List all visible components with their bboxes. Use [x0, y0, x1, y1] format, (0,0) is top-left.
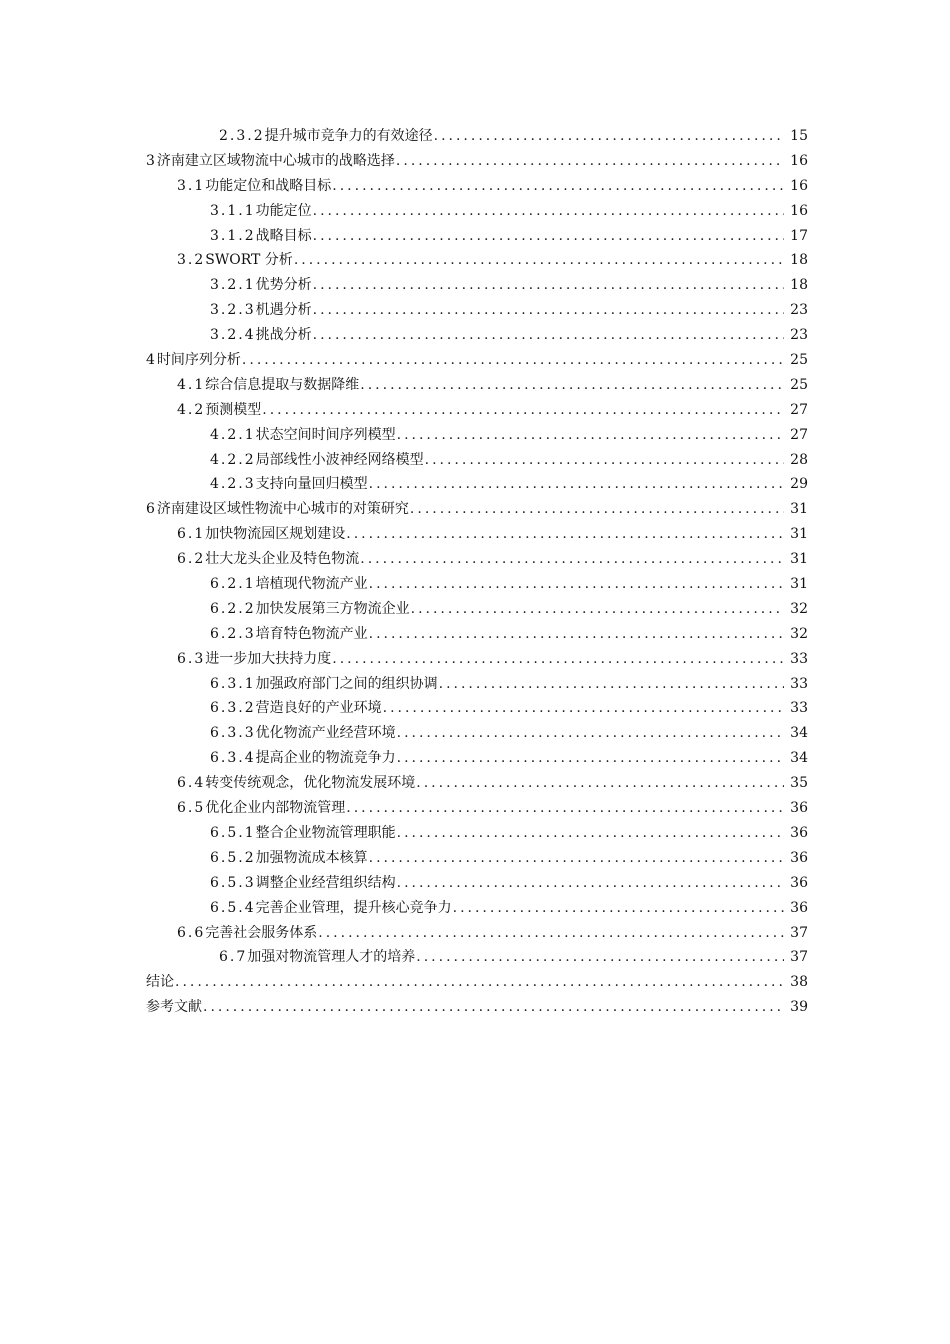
toc-entry[interactable] — [146, 398, 808, 423]
toc-dot-leader — [313, 273, 784, 298]
toc-dot-leader — [439, 672, 784, 697]
toc-page-number: 36 — [790, 849, 808, 866]
toc-entry-number: 6.3.4 — [210, 750, 256, 767]
toc-entry-title: 优化物流产业经营环境 — [255, 725, 396, 742]
toc-entry-title: 预测模型 — [205, 401, 262, 418]
toc-page-number: 34 — [790, 725, 808, 742]
toc-entry[interactable] — [146, 672, 808, 697]
toc-dot-leader — [411, 597, 784, 622]
toc-dot-leader — [318, 921, 784, 946]
toc-dot-leader — [203, 995, 784, 1020]
toc-page-number: 23 — [790, 327, 808, 344]
toc-entry-number: 6.5 — [177, 800, 206, 817]
toc-entry-number: 4.2.1 — [210, 426, 256, 443]
toc-page-number: 25 — [790, 376, 808, 393]
toc-entry[interactable] — [146, 921, 808, 946]
toc-entry-title: 综合信息提取与数据降维 — [205, 376, 360, 393]
toc-entry-number: 4.1 — [177, 376, 206, 393]
toc-entry-title: 营造良好的产业环境 — [255, 700, 382, 717]
toc-entry-title: 支持向量回归模型 — [255, 476, 368, 493]
toc-entry-number: 6.3.2 — [210, 700, 256, 717]
toc-page-number: 16 — [790, 152, 808, 169]
toc-dot-leader — [346, 796, 784, 821]
toc-entry-number: 6.3 — [177, 650, 206, 667]
toc-entry[interactable] — [146, 248, 808, 273]
toc-page-number: 37 — [790, 949, 808, 966]
toc-entry-title: 转变传统观念，优化物流发展环境 — [205, 775, 416, 792]
toc-dot-leader — [397, 746, 784, 771]
toc-entry[interactable] — [146, 647, 808, 672]
toc-entry-title: 提高企业的物流竞争力 — [255, 750, 396, 767]
toc-dot-leader — [396, 149, 784, 174]
toc-dot-leader — [369, 622, 784, 647]
toc-entry-number: 6.4 — [177, 775, 206, 792]
toc-entry[interactable] — [146, 472, 808, 497]
toc-entry-title: 参考文献 — [146, 999, 202, 1016]
toc-entry[interactable] — [146, 522, 808, 547]
toc-dot-leader — [360, 547, 784, 572]
toc-dot-leader — [332, 647, 784, 672]
toc-entry-number: 3.2 — [177, 252, 206, 269]
toc-entry[interactable] — [146, 846, 808, 871]
toc-entry[interactable] — [146, 597, 808, 622]
toc-page-number: 33 — [790, 675, 808, 692]
toc-entry-number: 3.2.4 — [210, 327, 256, 344]
toc-entry[interactable] — [146, 547, 808, 572]
toc-entry[interactable] — [146, 746, 808, 771]
toc-entry-title: SWORT 分析 — [205, 252, 293, 269]
toc-entry[interactable] — [146, 572, 808, 597]
toc-entry[interactable] — [146, 796, 808, 821]
toc-entry-title: 战略目标 — [255, 227, 312, 244]
toc-dot-leader — [313, 199, 784, 224]
toc-entry-title: 结论 — [146, 974, 174, 991]
toc-page-number: 35 — [790, 775, 808, 792]
toc-entry[interactable] — [146, 871, 808, 896]
toc-page-number: 34 — [790, 750, 808, 767]
toc-dot-leader — [453, 896, 784, 921]
toc-entry-number: 6.5.3 — [210, 874, 256, 891]
toc-dot-leader — [416, 771, 784, 796]
toc-page-number: 36 — [790, 899, 808, 916]
toc-dot-leader — [383, 696, 784, 721]
toc-entry-title: 调整企业经营组织结构 — [255, 874, 396, 891]
toc-entry[interactable] — [146, 373, 808, 398]
toc-entry-number: 6.5.4 — [210, 899, 256, 916]
toc-entry[interactable] — [146, 174, 808, 199]
table-of-contents — [146, 124, 808, 1020]
toc-entry-number: 4.2.2 — [210, 451, 256, 468]
toc-page-number: 38 — [790, 974, 808, 991]
toc-entry-title: 时间序列分析 — [156, 352, 241, 369]
toc-entry-title: 完善社会服务体系 — [205, 924, 318, 941]
toc-entry-number: 3.2.1 — [210, 277, 256, 294]
toc-page-number: 32 — [790, 600, 808, 617]
toc-entry-title: 提升城市竞争力的有效途径 — [264, 128, 433, 144]
toc-entry-title: 加强政府部门之间的组织协调 — [255, 675, 438, 692]
toc-page-number: 25 — [790, 352, 808, 369]
toc-entry-number: 2.3.2 — [219, 128, 265, 144]
toc-page-number: 16 — [790, 177, 808, 194]
toc-entry[interactable] — [146, 224, 808, 249]
toc-page-number: 33 — [790, 700, 808, 717]
toc-entry-number: 6.5.1 — [210, 824, 256, 841]
toc-entry-number: 3.2.3 — [210, 302, 256, 319]
toc-dot-leader — [369, 846, 784, 871]
toc-entry[interactable] — [146, 771, 808, 796]
toc-entry-number: 6.2.3 — [210, 625, 256, 642]
toc-dot-leader — [360, 373, 784, 398]
toc-entry[interactable] — [146, 273, 808, 298]
toc-entry-number: 4 — [146, 352, 157, 369]
toc-entry[interactable] — [146, 298, 808, 323]
toc-dot-leader — [332, 174, 784, 199]
toc-page-number: 36 — [790, 874, 808, 891]
toc-entry-number: 6.2.2 — [210, 600, 256, 617]
toc-page-number: 17 — [790, 227, 808, 244]
toc-entry[interactable] — [146, 199, 808, 224]
toc-page-number: 31 — [790, 501, 808, 518]
toc-dot-leader — [346, 522, 784, 547]
toc-entry-title: 培植现代物流产业 — [255, 576, 368, 593]
toc-page-number: 31 — [790, 551, 808, 568]
toc-entry-title: 完善企业管理，提升核心竞争力 — [255, 899, 452, 916]
toc-page-number: 15 — [790, 128, 808, 144]
toc-page-number: 18 — [790, 277, 808, 294]
toc-entry-title: 局部线性小波神经网络模型 — [255, 451, 424, 468]
toc-page-number: 16 — [790, 202, 808, 219]
toc-entry[interactable] — [146, 124, 808, 149]
toc-entry-number: 4.2.3 — [210, 476, 256, 493]
toc-page-number: 27 — [790, 426, 808, 443]
toc-entry-title: 培育特色物流产业 — [255, 625, 368, 642]
toc-entry[interactable] — [146, 896, 808, 921]
toc-entry-number: 3.1.1 — [210, 202, 256, 219]
toc-entry[interactable] — [146, 448, 808, 473]
toc-dot-leader — [416, 945, 784, 970]
toc-page-number: 31 — [790, 576, 808, 593]
toc-dot-leader — [397, 423, 784, 448]
toc-dot-leader — [175, 970, 784, 995]
toc-page-number: 29 — [790, 476, 808, 493]
toc-page-number: 36 — [790, 824, 808, 841]
toc-dot-leader — [397, 721, 784, 746]
toc-dot-leader — [313, 224, 784, 249]
toc-entry[interactable] — [146, 497, 808, 522]
toc-entry[interactable] — [146, 149, 808, 174]
toc-dot-leader — [397, 821, 784, 846]
toc-page-number: 36 — [790, 800, 808, 817]
toc-entry-title: 挑战分析 — [255, 327, 312, 344]
toc-entry-number: 6.3.3 — [210, 725, 256, 742]
toc-page-number: 39 — [790, 999, 808, 1016]
toc-entry-number: 6.3.1 — [210, 675, 256, 692]
toc-entry[interactable] — [146, 696, 808, 721]
toc-entry-number: 6.1 — [177, 526, 206, 543]
toc-entry-title: 功能定位 — [255, 202, 312, 219]
toc-entry-number: 4.2 — [177, 401, 206, 418]
toc-dot-leader — [369, 472, 784, 497]
toc-page-number: 28 — [790, 451, 808, 468]
toc-entry-title: 机遇分析 — [255, 302, 312, 319]
toc-entry-title: 整合企业物流管理职能 — [255, 824, 396, 841]
toc-entry-number: 6 — [146, 501, 157, 518]
toc-page-number: 31 — [790, 526, 808, 543]
toc-entry-title: 加强对物流管理人才的培养 — [247, 949, 416, 966]
toc-dot-leader — [242, 348, 784, 373]
toc-entry[interactable] — [146, 423, 808, 448]
toc-dot-leader — [262, 398, 784, 423]
toc-entry-title: 济南建设区域性物流中心城市的对策研究 — [156, 501, 409, 518]
toc-entry[interactable] — [146, 622, 808, 647]
toc-entry-number: 6.7 — [219, 949, 248, 966]
toc-entry-title: 进一步加大扶持力度 — [205, 650, 332, 667]
toc-page-number: 23 — [790, 302, 808, 319]
toc-entry-number: 6.2.1 — [210, 576, 256, 593]
toc-entry-title: 优化企业内部物流管理 — [205, 800, 346, 817]
toc-entry-title: 加快物流园区规划建设 — [205, 526, 346, 543]
toc-dot-leader — [313, 298, 784, 323]
toc-entry-title: 状态空间时间序列模型 — [255, 426, 396, 443]
toc-entry-number: 6.2 — [177, 551, 206, 568]
toc-page-number: 37 — [790, 924, 808, 941]
toc-entry-title: 优势分析 — [255, 277, 312, 294]
toc-entry[interactable] — [146, 970, 808, 995]
toc-page-number: 32 — [790, 625, 808, 642]
toc-entry[interactable] — [146, 995, 808, 1020]
toc-entry-number: 3 — [146, 152, 157, 169]
toc-entry-number: 6.5.2 — [210, 849, 256, 866]
toc-entry-title: 壮大龙头企业及特色物流 — [205, 551, 360, 568]
toc-dot-leader — [369, 572, 784, 597]
toc-entry[interactable] — [146, 721, 808, 746]
toc-dot-leader — [410, 497, 784, 522]
toc-dot-leader — [434, 124, 784, 149]
toc-entry-title: 济南建立区域物流中心城市的战略选择 — [156, 152, 395, 169]
toc-entry-number: 6.6 — [177, 924, 206, 941]
toc-page-number: 27 — [790, 401, 808, 418]
toc-page-number: 18 — [790, 252, 808, 269]
toc-entry-title: 加强物流成本核算 — [255, 849, 368, 866]
toc-entry-number: 3.1 — [177, 177, 206, 194]
toc-entry[interactable] — [146, 323, 808, 348]
toc-entry-title: 功能定位和战略目标 — [205, 177, 332, 194]
toc-dot-leader — [294, 248, 784, 273]
toc-page-number: 33 — [790, 650, 808, 667]
toc-entry-title: 加快发展第三方物流企业 — [255, 600, 410, 617]
toc-dot-leader — [313, 323, 784, 348]
toc-entry[interactable] — [146, 348, 808, 373]
toc-entry[interactable] — [146, 821, 808, 846]
toc-entry[interactable] — [146, 945, 808, 970]
toc-dot-leader — [397, 871, 784, 896]
toc-dot-leader — [425, 448, 784, 473]
toc-entry-number: 3.1.2 — [210, 227, 256, 244]
